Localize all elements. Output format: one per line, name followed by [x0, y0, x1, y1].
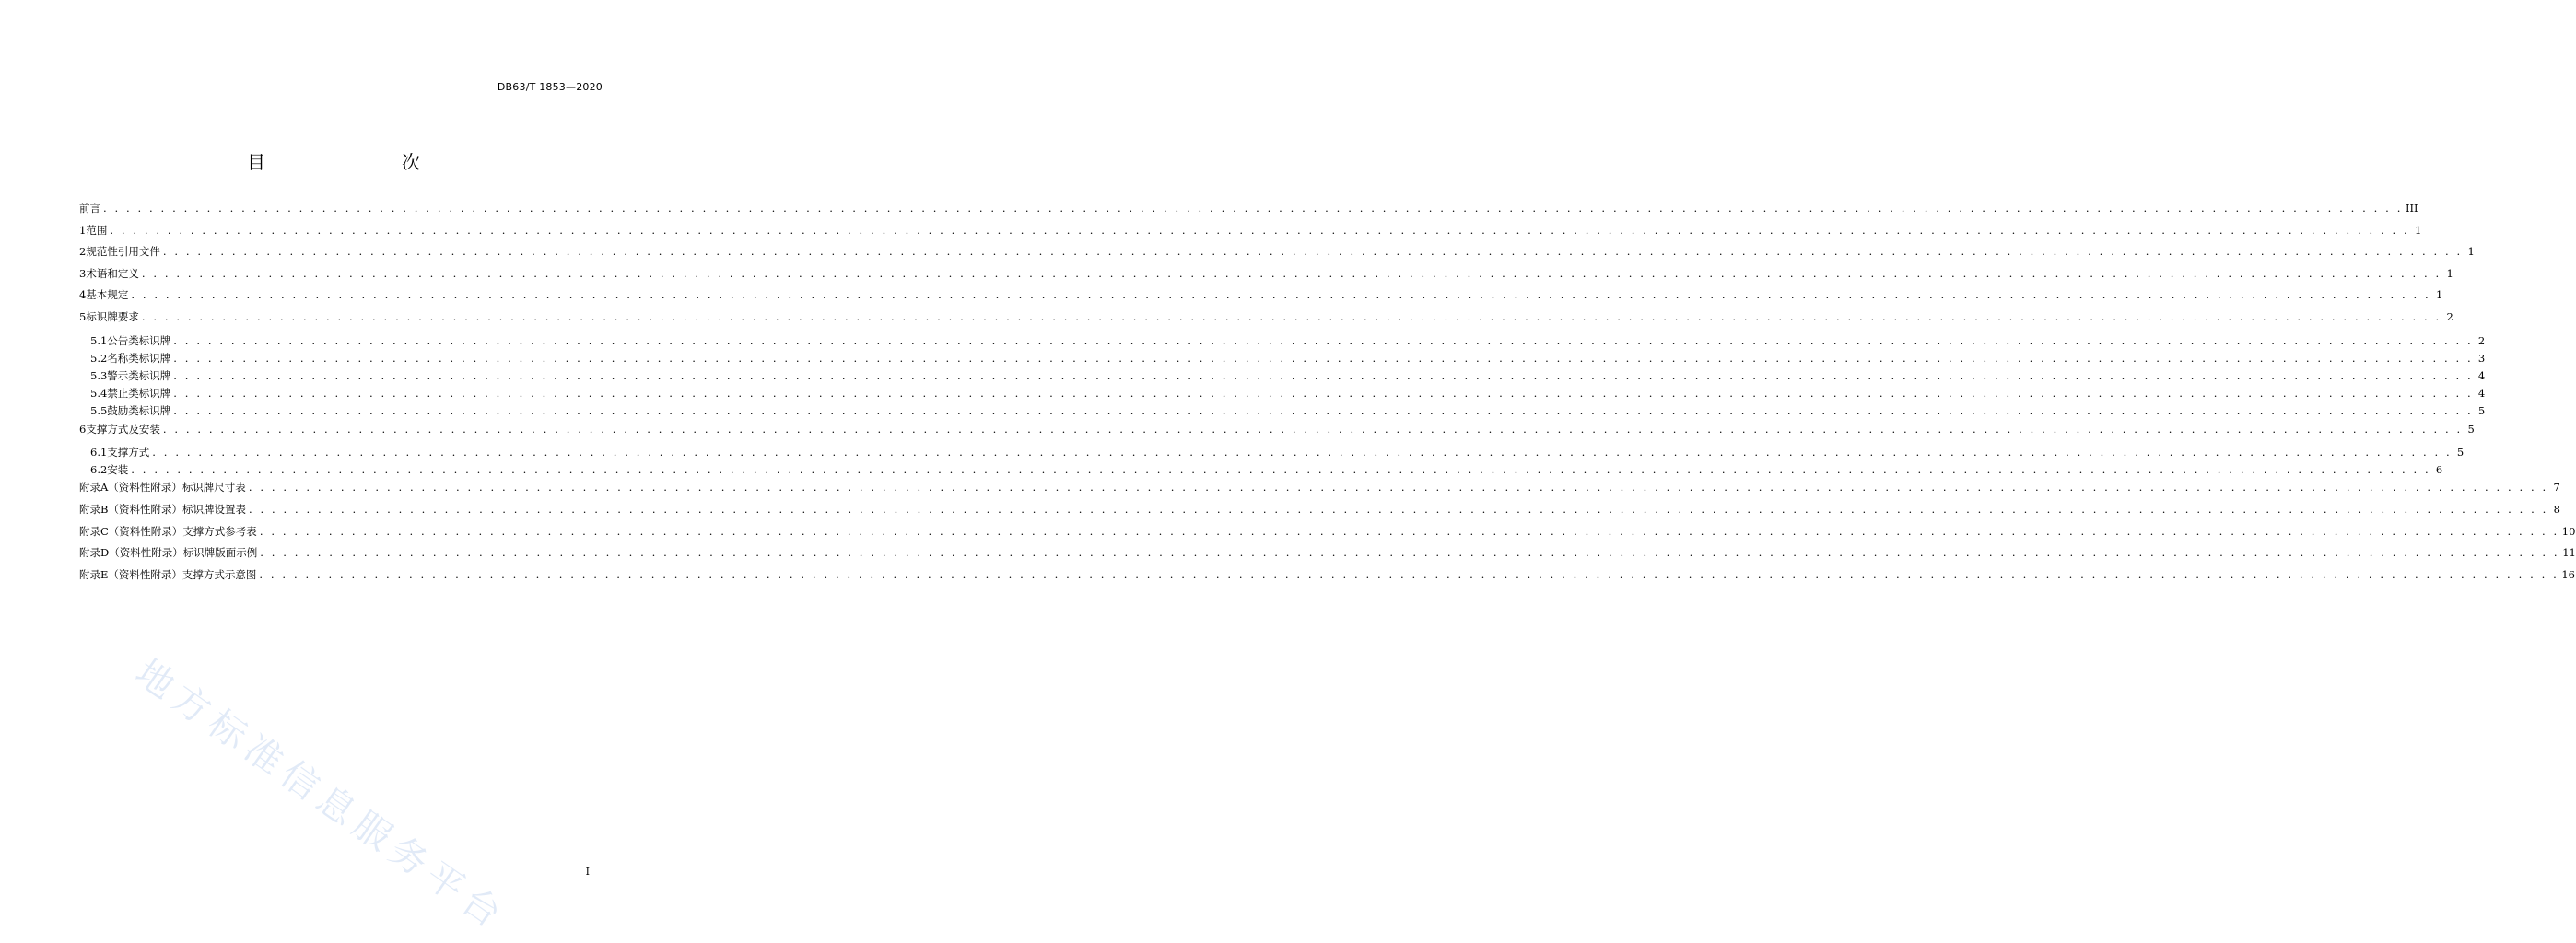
toc-entry-label: 支撑方式参考表	[182, 524, 257, 538]
toc-entry-page: 1	[2446, 266, 2453, 280]
toc-leader-dots: . . . . . . . . . . . . . . . . . . . . . . . . . . . . . . . . . . . . . . . . . . . . . . . . . . . . . . . . . . . . . . . . . . . . . . . . . . . . . . . . . . . . . . . . . . . . . . . . . . . . . . . . . . . . . . . . . . . . . . . . . . . . . . . . . . . . . . . . . . . . . . . . . . . . . . . . . . . . . . . . . . . . . . . . . . . . . . . . . . . . . . . . . . . . . . . . . . . . . . . .	[110, 223, 2410, 237]
toc-entry-number: 附录D（资料性附录）	[79, 546, 183, 560]
toc-entry[interactable]	[79, 445, 2465, 462]
toc-entry-label: 标识牌设置表	[181, 503, 246, 517]
toc-entry[interactable]	[79, 502, 2560, 524]
toc-leader-dots: . . . . . . . . . . . . . . . . . . . . . . . . . . . . . . . . . . . . . . . . . . . . . . . . . . . . . . . . . . . . . . . . . . . . . . . . . . . . . . . . . . . . . . . . . . . . . . . . . . . . . . . . . . . . . . . . . . . . . . . . . . . . . . . . . . . . . . . . . . . . . . . . . . . . . . . . . . . . . . . . . . . . . . . . . . . . . . . . . . . . . . . . . . . . . . . . . . . . . . . .	[173, 387, 2474, 401]
toc-entry-number: 附录E（资料性附录）	[79, 567, 182, 581]
toc-entry-page: 6	[2435, 463, 2443, 477]
toc-entry-label: 术语和定义	[86, 266, 139, 280]
toc-leader-dots: . . . . . . . . . . . . . . . . . . . . . . . . . . . . . . . . . . . . . . . . . . . . . . . . . . . . . . . . . . . . . . . . . . . . . . . . . . . . . . . . . . . . . . . . . . . . . . . . . . . . . . . . . . . . . . . . . . . . . . . . . . . . . . . . . . . . . . . . . . . . . . . . . . . . . . . . . . . . . . . . . . . . . . . . . . . . . . . . . . . . . . . . . . . . . . . . . . . . . . . .	[259, 567, 2559, 581]
toc-entry-page: 1	[2435, 288, 2443, 302]
toc-entry-label: 范围	[86, 223, 108, 237]
toc-entry-number: 6.2	[90, 463, 108, 477]
toc-entry[interactable]	[79, 244, 2475, 266]
toc-entry-number: 3	[79, 266, 87, 280]
toc-entry-label: 鼓励类标识牌	[107, 404, 171, 418]
toc-leader-dots: . . . . . . . . . . . . . . . . . . . . . . . . . . . . . . . . . . . . . . . . . . . . . . . . . . . . . . . . . . . . . . . . . . . . . . . . . . . . . . . . . . . . . . . . . . . . . . . . . . . . . . . . . . . . . . . . . . . . . . . . . . . . . . . . . . . . . . . . . . . . . . . . . . . . . . . . . . . . . . . . . . . . . . . . . . . . . . . . . . . . . . . . . . . . . . . . . . . . . . . .	[173, 404, 2474, 418]
watermark: 地方标准信息服务平台	[127, 651, 515, 940]
toc-entry-page: 5	[2456, 446, 2465, 460]
toc-entry-number: 1	[79, 223, 87, 237]
toc-entry-label: 标识牌版面示例	[182, 546, 258, 560]
toc-entry[interactable]	[79, 545, 2576, 567]
toc-leader-dots: . . . . . . . . . . . . . . . . . . . . . . . . . . . . . . . . . . . . . . . . . . . . . . . . . . . . . . . . . . . . . . . . . . . . . . . . . . . . . . . . . . . . . . . . . . . . . . . . . . . . . . . . . . . . . . . . . . . . . . . . . . . . . . . . . . . . . . . . . . . . . . . . . . . . . . . . . . . . . . . . . . . . . . . . . . . . . . . . . . . . . . . . . . . . . . . . . . . . . . . .	[248, 481, 2548, 495]
toc-entry[interactable]	[79, 480, 2560, 502]
toc-entry-number: 6.1	[90, 446, 108, 460]
toc-leader-dots: . . . . . . . . . . . . . . . . . . . . . . . . . . . . . . . . . . . . . . . . . . . . . . . . . . . . . . . . . . . . . . . . . . . . . . . . . . . . . . . . . . . . . . . . . . . . . . . . . . . . . . . . . . . . . . . . . . . . . . . . . . . . . . . . . . . . . . . . . . . . . . . . . . . . . . . . . . . . . . . . . . . . . . . . . . . . . . . . . . . . . . . . . . . . . . . . . . . . . . . .	[162, 422, 2463, 436]
toc-entry-page: 16	[2561, 567, 2575, 581]
toc-entry-label: 公告类标识牌	[107, 333, 171, 347]
toc-entry-label: 禁止类标识牌	[107, 387, 171, 401]
toc-leader-dots: . . . . . . . . . . . . . . . . . . . . . . . . . . . . . . . . . . . . . . . . . . . . . . . . . . . . . . . . . . . . . . . . . . . . . . . . . . . . . . . . . . . . . . . . . . . . . . . . . . . . . . . . . . . . . . . . . . . . . . . . . . . . . . . . . . . . . . . . . . . . . . . . . . . . . . . . . . . . . . . . . . . . . . . . . . . . . . . . . . . . . . . . . . . . . . . . . . . . . . . .	[173, 333, 2474, 347]
toc-entry[interactable]	[79, 403, 2486, 421]
toc-leader-dots: . . . . . . . . . . . . . . . . . . . . . . . . . . . . . . . . . . . . . . . . . . . . . . . . . . . . . . . . . . . . . . . . . . . . . . . . . . . . . . . . . . . . . . . . . . . . . . . . . . . . . . . . . . . . . . . . . . . . . . . . . . . . . . . . . . . . . . . . . . . . . . . . . . . . . . . . . . . . . . . . . . . . . . . . . . . . . . . . . . . . . . . . . . . . . . . . . . . . . . . .	[162, 245, 2463, 259]
toc-leader-dots: . . . . . . . . . . . . . . . . . . . . . . . . . . . . . . . . . . . . . . . . . . . . . . . . . . . . . . . . . . . . . . . . . . . . . . . . . . . . . . . . . . . . . . . . . . . . . . . . . . . . . . . . . . . . . . . . . . . . . . . . . . . . . . . . . . . . . . . . . . . . . . . . . . . . . . . . . . . . . . . . . . . . . . . . . . . . . . . . . . . . . . . . . . . . . . . . . . . . . . . .	[131, 288, 2431, 302]
toc-entry-page: 11	[2562, 546, 2576, 560]
toc-entry-label: 安装	[107, 463, 129, 477]
toc-entry-number: 附录A（资料性附录）	[79, 481, 182, 495]
toc-entry[interactable]	[79, 386, 2486, 403]
toc-entry-number: 附录C（资料性附录）	[79, 524, 183, 538]
toc-entry-number: 5.5	[90, 404, 108, 418]
toc-entry[interactable]	[79, 201, 2418, 223]
toc-entry-number: 4	[79, 288, 87, 302]
toc-entry-number: 5	[79, 309, 87, 323]
toc-entry[interactable]	[79, 309, 2453, 332]
toc-entry-page: 5	[2467, 422, 2475, 436]
toc-entry[interactable]	[79, 266, 2453, 288]
toc-entry-page: 1	[2467, 245, 2475, 259]
toc-entry-page: III	[2405, 202, 2418, 215]
toc-entry-label: 名称类标识牌	[107, 351, 171, 365]
toc-leader-dots: . . . . . . . . . . . . . . . . . . . . . . . . . . . . . . . . . . . . . . . . . . . . . . . . . . . . . . . . . . . . . . . . . . . . . . . . . . . . . . . . . . . . . . . . . . . . . . . . . . . . . . . . . . . . . . . . . . . . . . . . . . . . . . . . . . . . . . . . . . . . . . . . . . . . . . . . . . . . . . . . . . . . . . . . . . . . . . . . . . . . . . . . . . . . . . . . . . . . . . . .	[248, 503, 2548, 517]
toc-leader-dots: . . . . . . . . . . . . . . . . . . . . . . . . . . . . . . . . . . . . . . . . . . . . . . . . . . . . . . . . . . . . . . . . . . . . . . . . . . . . . . . . . . . . . . . . . . . . . . . . . . . . . . . . . . . . . . . . . . . . . . . . . . . . . . . . . . . . . . . . . . . . . . . . . . . . . . . . . . . . . . . . . . . . . . . . . . . . . . . . . . . . . . . . . . . . . . . . . . . . . . . .	[173, 368, 2474, 382]
toc-entry-page: 2	[2477, 333, 2486, 347]
toc-entry[interactable]	[79, 368, 2486, 386]
toc-entry-page: 4	[2477, 387, 2486, 401]
toc-leader-dots: . . . . . . . . . . . . . . . . . . . . . . . . . . . . . . . . . . . . . . . . . . . . . . . . . . . . . . . . . . . . . . . . . . . . . . . . . . . . . . . . . . . . . . . . . . . . . . . . . . . . . . . . . . . . . . . . . . . . . . . . . . . . . . . . . . . . . . . . . . . . . . . . . . . . . . . . . . . . . . . . . . . . . . . . . . . . . . . . . . . . . . . . . . . . . . . . . . . . . . . .	[131, 463, 2431, 477]
toc-entry-number: 5.4	[90, 387, 108, 401]
toc-entry[interactable]	[79, 422, 2475, 444]
toc-entry-page: 1	[2414, 223, 2422, 237]
toc-entry-page: 2	[2446, 309, 2453, 323]
toc-entry[interactable]	[79, 333, 2486, 351]
toc-entry[interactable]	[79, 223, 2422, 245]
toc-entry-label: 支撑方式及安装	[86, 422, 160, 436]
toc-entry[interactable]	[79, 287, 2443, 309]
toc-leader-dots: . . . . . . . . . . . . . . . . . . . . . . . . . . . . . . . . . . . . . . . . . . . . . . . . . . . . . . . . . . . . . . . . . . . . . . . . . . . . . . . . . . . . . . . . . . . . . . . . . . . . . . . . . . . . . . . . . . . . . . . . . . . . . . . . . . . . . . . . . . . . . . . . . . . . . . . . . . . . . . . . . . . . . . . . . . . . . . . . . . . . . . . . . . . . . . . . . . . . . . . .	[173, 351, 2474, 365]
toc-entry-number: 附录B（资料性附录）	[79, 503, 182, 517]
table-of-contents	[79, 201, 2576, 588]
toc-entry-number: 5.3	[90, 368, 108, 382]
toc-leader-dots: . . . . . . . . . . . . . . . . . . . . . . . . . . . . . . . . . . . . . . . . . . . . . . . . . . . . . . . . . . . . . . . . . . . . . . . . . . . . . . . . . . . . . . . . . . . . . . . . . . . . . . . . . . . . . . . . . . . . . . . . . . . . . . . . . . . . . . . . . . . . . . . . . . . . . . . . . . . . . . . . . . . . . . . . . . . . . . . . . . . . . . . . . . . . . . . . . . . . . . . .	[141, 266, 2441, 280]
standard-code: DB63/T 1853—2020	[497, 81, 603, 93]
toc-leader-dots: . . . . . . . . . . . . . . . . . . . . . . . . . . . . . . . . . . . . . . . . . . . . . . . . . . . . . . . . . . . . . . . . . . . . . . . . . . . . . . . . . . . . . . . . . . . . . . . . . . . . . . . . . . . . . . . . . . . . . . . . . . . . . . . . . . . . . . . . . . . . . . . . . . . . . . . . . . . . . . . . . . . . . . . . . . . . . . . . . . . . . . . . . . . . . . . . . . . . . . . .	[152, 446, 2453, 460]
toc-entry-page: 8	[2553, 503, 2560, 517]
toc-leader-dots: . . . . . . . . . . . . . . . . . . . . . . . . . . . . . . . . . . . . . . . . . . . . . . . . . . . . . . . . . . . . . . . . . . . . . . . . . . . . . . . . . . . . . . . . . . . . . . . . . . . . . . . . . . . . . . . . . . . . . . . . . . . . . . . . . . . . . . . . . . . . . . . . . . . . . . . . . . . . . . . . . . . . . . . . . . . . . . . . . . . . . . . . . . . . . . . . . . . . . . . .	[141, 309, 2441, 323]
toc-entry-page: 4	[2477, 368, 2486, 382]
toc-leader-dots: . . . . . . . . . . . . . . . . . . . . . . . . . . . . . . . . . . . . . . . . . . . . . . . . . . . . . . . . . . . . . . . . . . . . . . . . . . . . . . . . . . . . . . . . . . . . . . . . . . . . . . . . . . . . . . . . . . . . . . . . . . . . . . . . . . . . . . . . . . . . . . . . . . . . . . . . . . . . . . . . . . . . . . . . . . . . . . . . . . . . . . . . . . . . . . . . . . . . . . . .	[259, 524, 2559, 538]
toc-entry-page: 5	[2477, 404, 2486, 418]
page-title: 目 次	[247, 151, 453, 173]
toc-entry-page: 3	[2477, 351, 2486, 365]
toc-entry-number: 5.1	[90, 333, 108, 347]
toc-entry-number: 6	[79, 422, 87, 436]
toc-leader-dots: . . . . . . . . . . . . . . . . . . . . . . . . . . . . . . . . . . . . . . . . . . . . . . . . . . . . . . . . . . . . . . . . . . . . . . . . . . . . . . . . . . . . . . . . . . . . . . . . . . . . . . . . . . . . . . . . . . . . . . . . . . . . . . . . . . . . . . . . . . . . . . . . . . . . . . . . . . . . . . . . . . . . . . . . . . . . . . . . . . . . . . . . . . . . . . . . . . . . . . . .	[260, 546, 2560, 560]
toc-entry-label: 支撑方式示意图	[181, 567, 257, 581]
toc-entry-label: 标识牌尺寸表	[181, 481, 246, 495]
toc-leader-dots: . . . . . . . . . . . . . . . . . . . . . . . . . . . . . . . . . . . . . . . . . . . . . . . . . . . . . . . . . . . . . . . . . . . . . . . . . . . . . . . . . . . . . . . . . . . . . . . . . . . . . . . . . . . . . . . . . . . . . . . . . . . . . . . . . . . . . . . . . . . . . . . . . . . . . . . . . . . . . . . . . . . . . . . . . . . . . . . . . . . . . . . . . . . . . . . . . . . . . . . .	[103, 202, 2403, 215]
toc-entry[interactable]	[79, 567, 2575, 589]
toc-entry[interactable]	[79, 351, 2486, 368]
toc-entry[interactable]	[79, 524, 2576, 546]
toc-entry-label: 规范性引用文件	[86, 245, 160, 259]
toc-entry-label: 标识牌要求	[86, 309, 139, 323]
page-number: I	[585, 866, 590, 878]
toc-entry[interactable]	[79, 462, 2443, 480]
toc-entry-label: 前言	[79, 202, 100, 215]
toc-entry-label: 支撑方式	[107, 446, 150, 460]
toc-entry-label: 警示类标识牌	[107, 368, 171, 382]
toc-entry-page: 7	[2553, 481, 2560, 495]
toc-entry-number: 2	[79, 245, 87, 259]
toc-entry-page: 10	[2561, 524, 2576, 538]
toc-entry-number: 5.2	[90, 351, 108, 365]
toc-entry-label: 基本规定	[86, 288, 129, 302]
